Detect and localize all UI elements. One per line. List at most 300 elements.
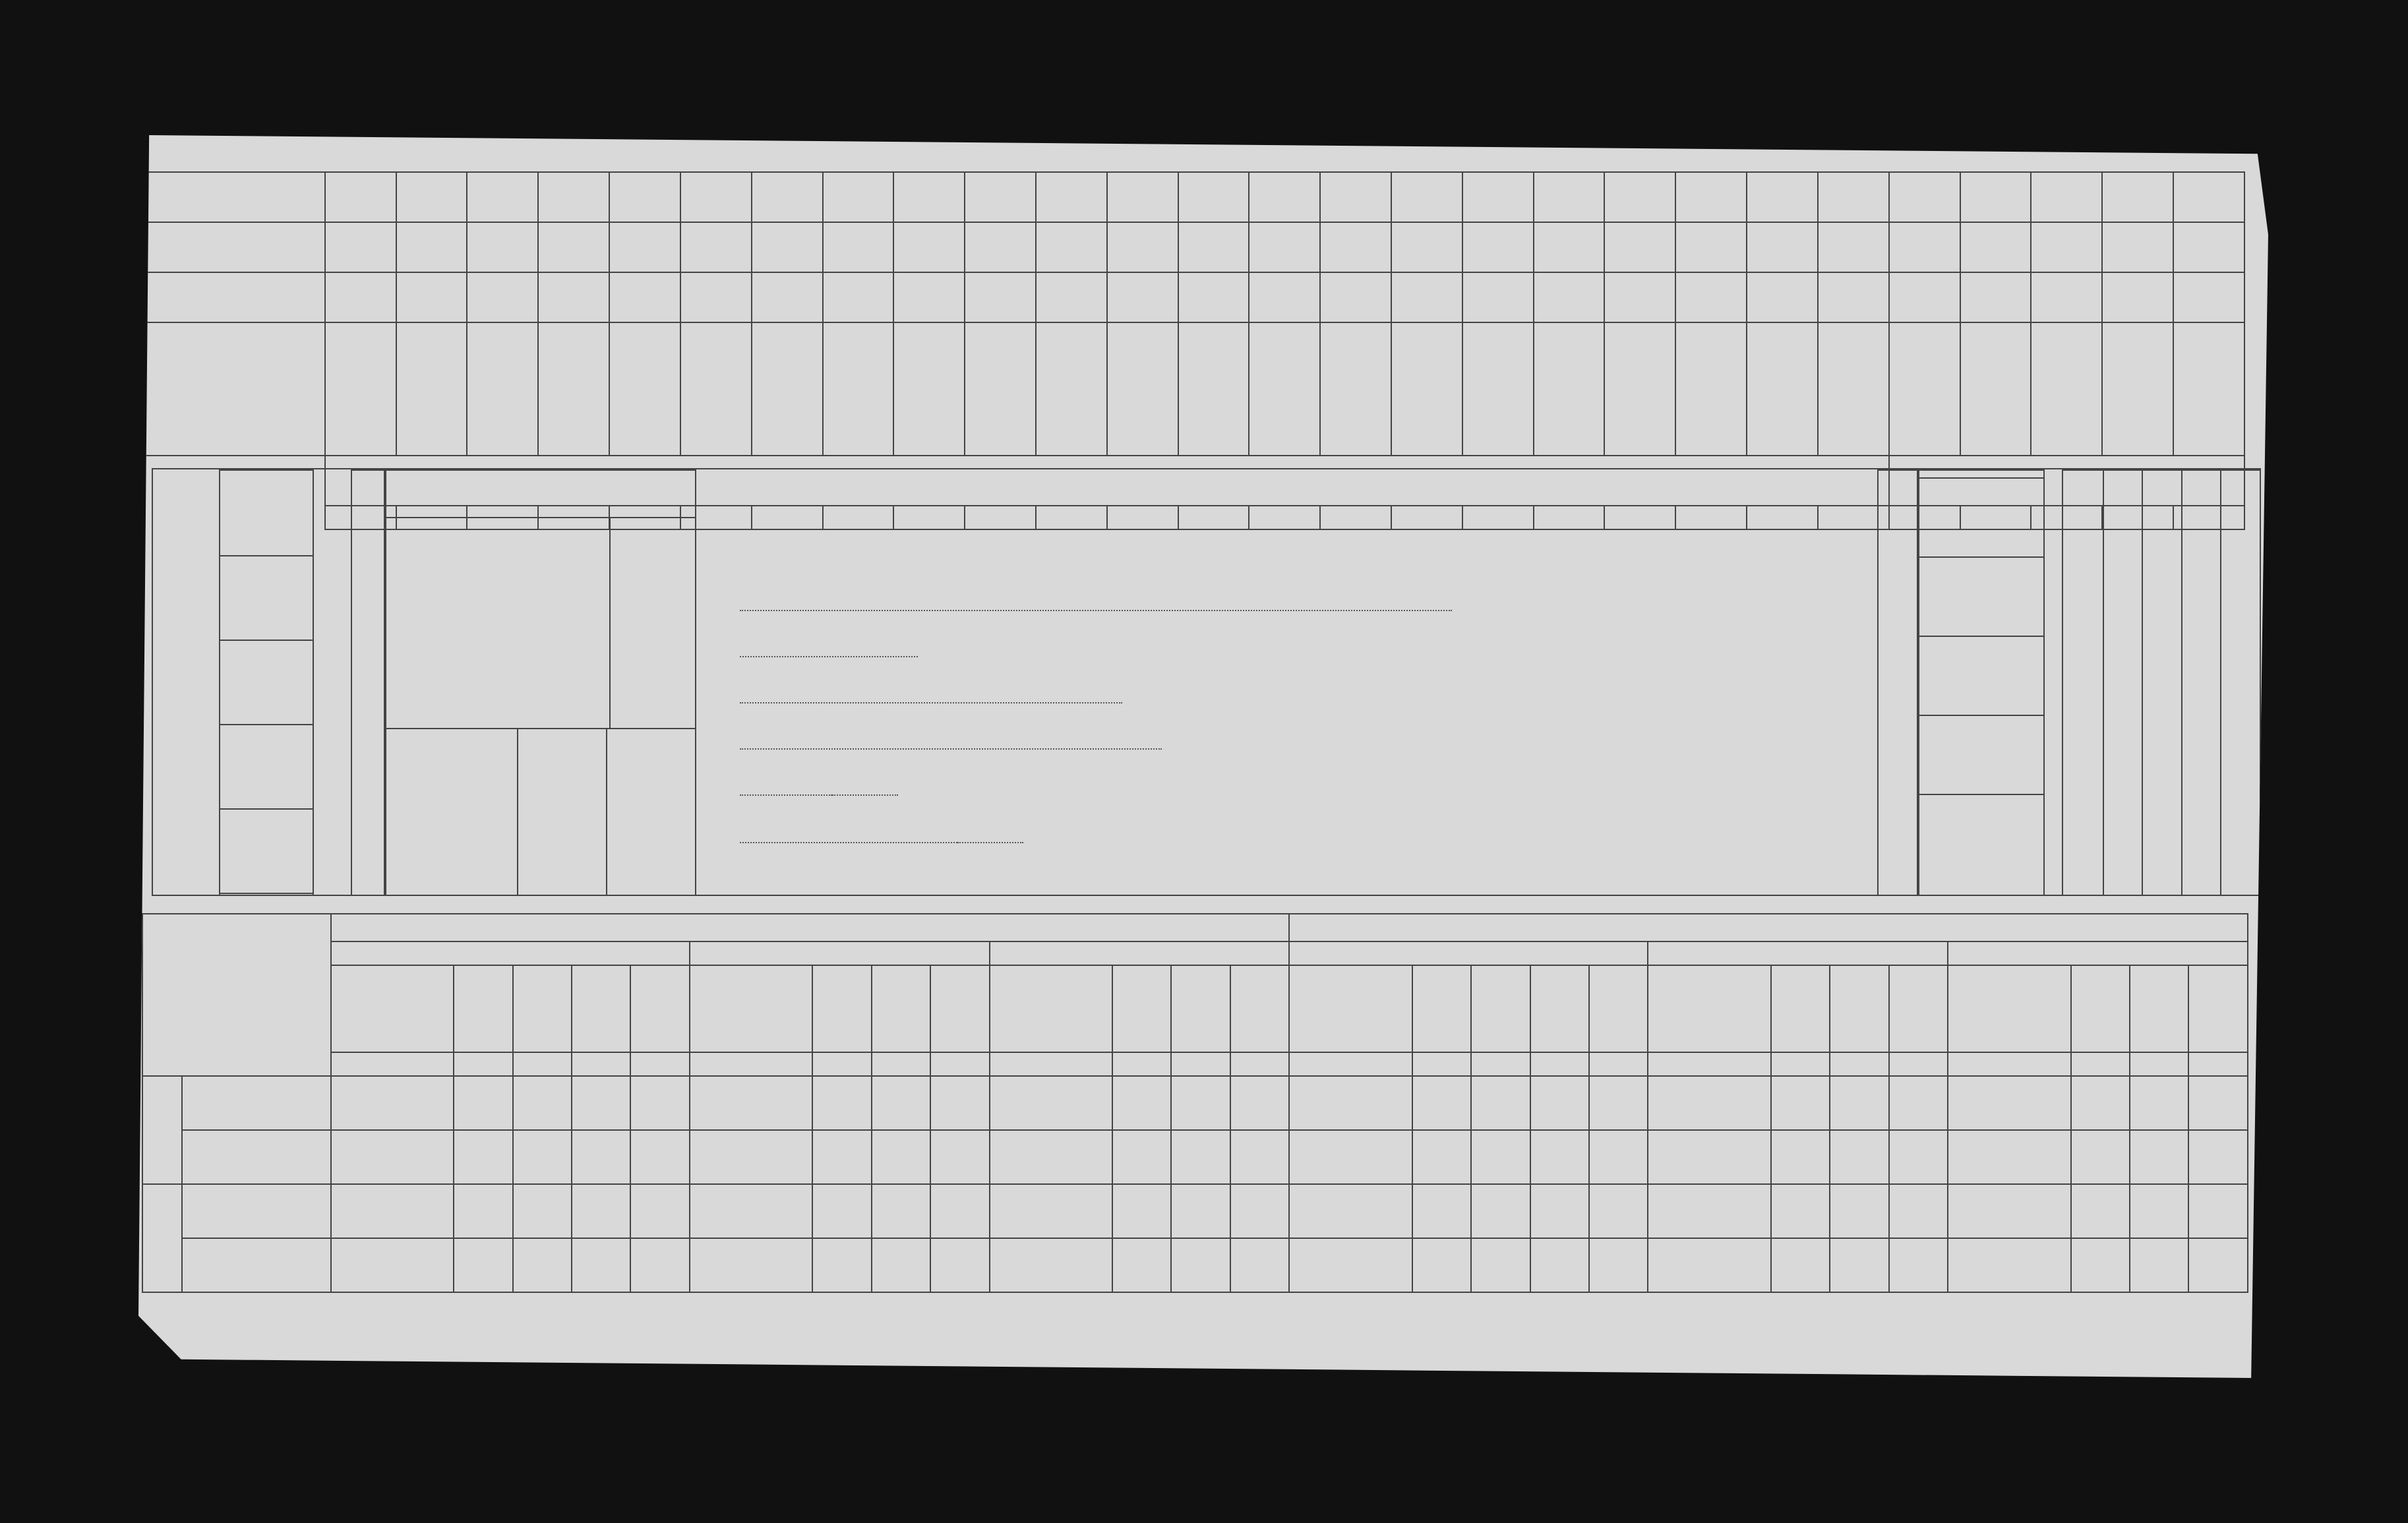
header-112 [930, 965, 989, 1052]
cell [1112, 1184, 1171, 1238]
cell [2188, 1238, 2248, 1292]
cell-100 [1960, 172, 2032, 222]
header-124 [1830, 965, 1888, 1052]
cell-86 [965, 172, 1036, 222]
cell-95 [1604, 222, 1675, 272]
cell-84 [823, 222, 894, 272]
cell-77 [325, 222, 396, 272]
cell-96 [1675, 272, 1747, 322]
cell [1530, 1130, 1589, 1184]
header-99 [1889, 322, 1960, 456]
cell [1171, 1238, 1230, 1292]
cell [990, 1130, 1113, 1184]
cell-92 [1391, 272, 1462, 322]
population-col [1918, 794, 2043, 874]
header-95 [1604, 322, 1675, 456]
col-number [1589, 1052, 1648, 1076]
cell [1830, 1130, 1888, 1184]
cell-92 [1391, 222, 1462, 272]
col-number [331, 1052, 454, 1076]
cell-84 [823, 272, 894, 322]
cell [690, 1130, 813, 1184]
cell [990, 1076, 1113, 1130]
cell-99 [1889, 222, 1960, 272]
cell [1171, 1130, 1230, 1184]
cell-79 [467, 222, 538, 272]
cell [2188, 1076, 2248, 1130]
header-110 [812, 965, 871, 1052]
col-number [990, 1052, 1113, 1076]
cell [812, 1076, 871, 1130]
cell [1889, 1184, 1948, 1238]
cell [1648, 1076, 1771, 1130]
crop-row [139, 172, 2244, 222]
cell [2071, 1130, 2130, 1184]
header-119 [1471, 965, 1530, 1052]
cell-85 [893, 272, 965, 322]
cell-82 [680, 222, 752, 272]
cell [1889, 1238, 1948, 1292]
header-102 [2102, 322, 2173, 456]
header-77 [325, 322, 396, 456]
cell [872, 1130, 930, 1184]
col-number [1948, 1052, 2071, 1076]
cell [812, 1184, 871, 1238]
cell-103 [2173, 172, 2244, 222]
header-85 [893, 322, 965, 456]
cell [1648, 1130, 1771, 1184]
row-label [139, 172, 325, 222]
header-78 [396, 322, 467, 456]
cell-82 [680, 172, 752, 222]
cell [1171, 1076, 1230, 1130]
cell [1412, 1238, 1471, 1292]
col-number [513, 1052, 572, 1076]
header-108 [630, 965, 689, 1052]
header-113 [990, 965, 1113, 1052]
trade-block [384, 469, 696, 896]
cell-89 [1178, 272, 1249, 322]
cell [1648, 1238, 1771, 1292]
cell [572, 1130, 630, 1184]
cell [572, 1076, 630, 1130]
cell-85 [893, 172, 965, 222]
cell [1230, 1130, 1289, 1184]
population-col [1918, 477, 2043, 558]
cell [930, 1238, 989, 1292]
col-number [1830, 1052, 1888, 1076]
cell [1948, 1184, 2071, 1238]
header-111 [872, 965, 930, 1052]
sdacha-title [1289, 914, 2248, 941]
cell-78 [396, 172, 467, 222]
staff-col [2220, 471, 2261, 895]
cell [1589, 1076, 1648, 1130]
population-col [1918, 715, 2043, 795]
cell-91 [1320, 222, 1391, 272]
cell [1589, 1238, 1648, 1292]
cell-83 [752, 172, 823, 222]
row-label [139, 222, 325, 272]
cell [872, 1238, 930, 1292]
cell [1830, 1238, 1888, 1292]
header-107 [572, 965, 630, 1052]
cell-88 [1107, 222, 1178, 272]
cell [1889, 1076, 1948, 1130]
cell [2188, 1184, 2248, 1238]
header-84 [823, 322, 894, 456]
cell [1230, 1238, 1289, 1292]
cell-91 [1320, 172, 1391, 222]
cell-83 [752, 272, 823, 322]
header-98 [1818, 322, 1889, 456]
cell [454, 1184, 512, 1238]
cell [2071, 1238, 2130, 1292]
cell-81 [609, 222, 680, 272]
cell-86 [965, 222, 1036, 272]
middle-section [152, 468, 2261, 896]
cell [331, 1130, 454, 1184]
col-number [1471, 1052, 1530, 1076]
col-number [2130, 1052, 2188, 1076]
cell-78 [396, 222, 467, 272]
cell-77 [325, 172, 396, 222]
cell-93 [1462, 172, 1534, 222]
header-114 [1112, 965, 1171, 1052]
header-103 [2173, 322, 2244, 456]
cell [1471, 1184, 1530, 1238]
cell [331, 1238, 454, 1292]
cell [572, 1238, 630, 1292]
cell-102 [2102, 222, 2173, 272]
staff-col [2103, 471, 2144, 895]
col-number [454, 1052, 512, 1076]
population-block [1917, 469, 2045, 896]
cell [630, 1076, 689, 1130]
cell-90 [1249, 272, 1320, 322]
col-number [572, 1052, 630, 1076]
cell [872, 1076, 930, 1130]
cell [1412, 1184, 1471, 1238]
cell [572, 1184, 630, 1238]
row-label [182, 1238, 330, 1292]
cell-97 [1747, 222, 1818, 272]
col-number [2188, 1052, 2248, 1076]
cell-100 [1960, 272, 2032, 322]
cell-98 [1818, 272, 1889, 322]
header-90 [1249, 322, 1320, 456]
cell [1112, 1238, 1171, 1292]
cell-79 [467, 272, 538, 322]
cell [2071, 1076, 2130, 1130]
header-79 [467, 322, 538, 456]
private-farm-block [727, 469, 1861, 893]
cell-87 [1036, 172, 1107, 222]
cell [1412, 1076, 1471, 1130]
header-80 [538, 322, 609, 456]
population-label-box [1877, 469, 1919, 896]
header-101 [2031, 322, 2102, 456]
cell [690, 1076, 813, 1130]
cell [2130, 1184, 2188, 1238]
header-89 [1178, 322, 1249, 456]
cell-103 [2173, 272, 2244, 322]
cell [1589, 1130, 1648, 1184]
cell-93 [1462, 222, 1534, 272]
cell [2188, 1130, 2248, 1184]
cell-97 [1747, 172, 1818, 222]
cell [1471, 1076, 1530, 1130]
cell [331, 1076, 454, 1130]
land-row-label [139, 322, 325, 456]
cell-98 [1818, 222, 1889, 272]
cell-99 [1889, 272, 1960, 322]
cell-87 [1036, 272, 1107, 322]
cell-88 [1107, 172, 1178, 222]
lease-table [142, 913, 2248, 1293]
header-116 [1230, 965, 1289, 1052]
cell [513, 1130, 572, 1184]
cell [1289, 1238, 1412, 1292]
cell-100 [1960, 222, 2032, 272]
cell [690, 1238, 813, 1292]
cell [331, 1184, 454, 1238]
cell-79 [467, 172, 538, 222]
header-125 [1889, 965, 1948, 1052]
header-109 [690, 965, 813, 1052]
cell [1948, 1238, 2071, 1292]
col-number [1171, 1052, 1230, 1076]
col-number [1289, 1052, 1412, 1076]
hired-worker-col [220, 471, 313, 556]
group-header [1289, 941, 1648, 965]
cell [812, 1238, 871, 1292]
cell [2130, 1076, 2188, 1130]
cell-90 [1249, 222, 1320, 272]
cell [1530, 1238, 1589, 1292]
cell-94 [1534, 272, 1605, 322]
header-100 [1960, 322, 2032, 456]
row-label [182, 1184, 330, 1238]
population-col [1918, 636, 2043, 716]
cell [1530, 1076, 1589, 1130]
row-label [182, 1130, 330, 1184]
cell-102 [2102, 172, 2173, 222]
cell-81 [609, 172, 680, 222]
header-82 [680, 322, 752, 456]
col-number [1889, 1052, 1948, 1076]
cell [1530, 1184, 1589, 1238]
header-120 [1530, 965, 1589, 1052]
cell [630, 1130, 689, 1184]
cell-77 [325, 272, 396, 322]
header-115 [1171, 965, 1230, 1052]
cell-99 [1889, 172, 1960, 222]
cell-89 [1178, 172, 1249, 222]
col-number [2071, 1052, 2130, 1076]
cell [930, 1130, 989, 1184]
header-87 [1036, 322, 1107, 456]
header-88 [1107, 322, 1178, 456]
cell-101 [2031, 272, 2102, 322]
header-121 [1589, 965, 1648, 1052]
cell-87 [1036, 222, 1107, 272]
col-number [930, 1052, 989, 1076]
col-number [1412, 1052, 1471, 1076]
cell [872, 1184, 930, 1238]
cell-80 [538, 272, 609, 322]
cell-81 [609, 272, 680, 322]
staff-col [2063, 471, 2104, 895]
cell-93 [1462, 272, 1534, 322]
cell [1889, 1130, 1948, 1184]
header-105 [454, 965, 512, 1052]
cell-83 [752, 222, 823, 272]
header-92 [1391, 322, 1462, 456]
col-number [812, 1052, 871, 1076]
cell-80 [538, 222, 609, 272]
col-number [1530, 1052, 1589, 1076]
hired-worker-col [220, 640, 313, 725]
cell-90 [1249, 172, 1320, 222]
cell [1830, 1076, 1888, 1130]
cell [1112, 1076, 1171, 1130]
group-header [1648, 941, 1948, 965]
cell-103 [2173, 222, 2244, 272]
cell [1830, 1184, 1888, 1238]
header-96 [1675, 322, 1747, 456]
lease-row [142, 1184, 2248, 1238]
header-128 [2130, 965, 2188, 1052]
cell [454, 1130, 512, 1184]
population-col [1918, 556, 2043, 637]
cell [1171, 1184, 1230, 1238]
cell-92 [1391, 172, 1462, 222]
staff-block [2062, 469, 2261, 896]
cell [812, 1130, 871, 1184]
header-94 [1534, 322, 1605, 456]
col-number [1230, 1052, 1289, 1076]
cell [2130, 1130, 2188, 1184]
cell-102 [2102, 272, 2173, 322]
cell [630, 1184, 689, 1238]
cell [930, 1076, 989, 1130]
arenda-title [331, 914, 1290, 941]
cell [1948, 1076, 2071, 1130]
col-number [630, 1052, 689, 1076]
cell [1771, 1238, 1830, 1292]
cell [930, 1184, 989, 1238]
crop-row [139, 272, 2244, 322]
hired-worker-col [220, 724, 313, 810]
census-card [138, 135, 2268, 1378]
cell-96 [1675, 222, 1747, 272]
hired-worker-col [220, 555, 313, 641]
cell [1289, 1076, 1412, 1130]
lease-row [142, 1238, 2248, 1292]
cell [1771, 1184, 1830, 1238]
group-header [990, 941, 1290, 965]
cell [2130, 1238, 2188, 1292]
header-81 [609, 322, 680, 456]
cell-95 [1604, 172, 1675, 222]
header-93 [1462, 322, 1534, 456]
cell [454, 1076, 512, 1130]
cell [1289, 1130, 1412, 1184]
header-118 [1412, 965, 1471, 1052]
cell-84 [823, 172, 894, 222]
header-91 [1320, 322, 1391, 456]
staff-col [2142, 471, 2182, 895]
col-number [1771, 1052, 1830, 1076]
cell-91 [1320, 272, 1391, 322]
crop-row [139, 222, 2244, 272]
cell-80 [538, 172, 609, 222]
cell [1948, 1130, 2071, 1184]
header-97 [1747, 322, 1818, 456]
cell [513, 1184, 572, 1238]
cell-95 [1604, 272, 1675, 322]
cell-94 [1534, 222, 1605, 272]
header-106 [513, 965, 572, 1052]
cell [2071, 1184, 2130, 1238]
header-86 [965, 322, 1036, 456]
cell [990, 1238, 1113, 1292]
header-83 [752, 322, 823, 456]
cell [1230, 1184, 1289, 1238]
header-117 [1289, 965, 1412, 1052]
cell-98 [1818, 172, 1889, 222]
cell-94 [1534, 172, 1605, 222]
header-123 [1771, 965, 1830, 1052]
col-number [690, 1052, 813, 1076]
cell-78 [396, 272, 467, 322]
cell [1771, 1076, 1830, 1130]
cell [1471, 1238, 1530, 1292]
header-126 [1948, 965, 2071, 1052]
cell [1112, 1130, 1171, 1184]
crop-headers [139, 322, 2244, 456]
cell [454, 1238, 512, 1292]
cell [1471, 1130, 1530, 1184]
cell-101 [2031, 222, 2102, 272]
lease-row [142, 1076, 2248, 1130]
cell-89 [1178, 222, 1249, 272]
row-label [139, 272, 325, 322]
cell [1289, 1184, 1412, 1238]
cell [513, 1238, 572, 1292]
cell-88 [1107, 272, 1178, 322]
group-header [1948, 941, 2248, 965]
row-label [182, 1076, 330, 1130]
cell [1648, 1184, 1771, 1238]
cell-85 [893, 222, 965, 272]
cell [1230, 1076, 1289, 1130]
cell-86 [965, 272, 1036, 322]
cell-82 [680, 272, 752, 322]
cell [1412, 1130, 1471, 1184]
header-127 [2071, 965, 2130, 1052]
col-number [872, 1052, 930, 1076]
col-number [1112, 1052, 1171, 1076]
cell-101 [2031, 172, 2102, 222]
cell [630, 1238, 689, 1292]
header-129 [2188, 965, 2248, 1052]
cell-96 [1675, 172, 1747, 222]
cell [1771, 1130, 1830, 1184]
cell [990, 1184, 1113, 1238]
workers-vertical-label [351, 469, 386, 896]
